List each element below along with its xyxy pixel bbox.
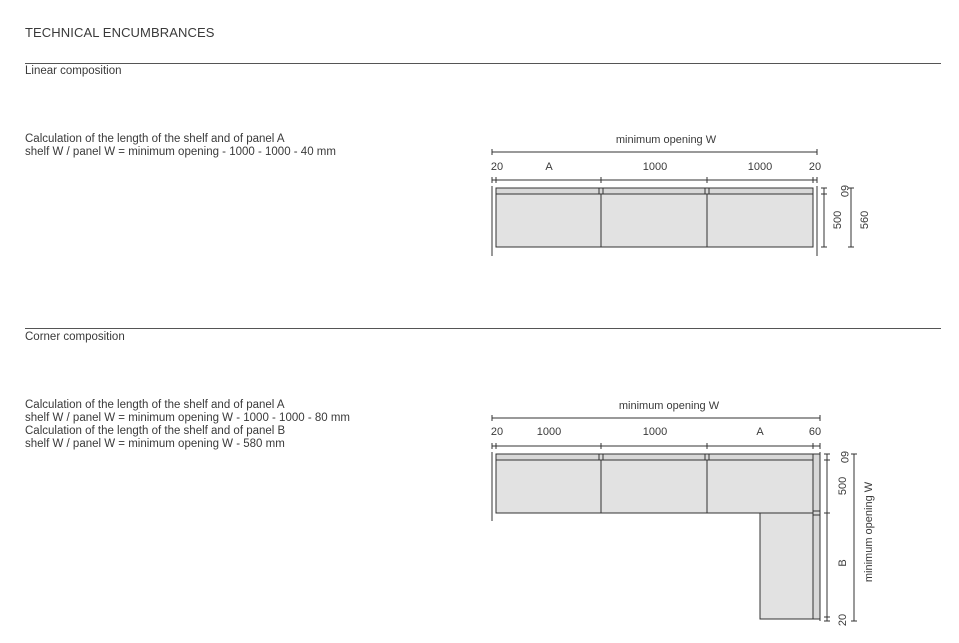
- dim-label-segment: 60: [808, 426, 822, 438]
- calc-line: shelf W / panel W = minimum opening W - 1000 - 1000 - 80 mm: [25, 412, 351, 424]
- panel-a: [496, 194, 601, 247]
- calc-line: shelf W / panel W = minimum opening - 1000 - 1000 - 40 mm: [25, 146, 336, 158]
- section-divider: [25, 63, 941, 64]
- shelf: [496, 188, 813, 194]
- panel-1000: [601, 194, 707, 247]
- dim-label-segment: A: [756, 426, 764, 438]
- calc-text-corner: [25, 399, 350, 451]
- dim-label-vertical: 500: [837, 476, 849, 496]
- calc-line: shelf W / panel W = minimum opening W - 580 mm: [25, 438, 285, 450]
- dim-label-minimum-opening: minimum opening W: [615, 134, 717, 146]
- dim-label-segment: 20: [490, 161, 504, 173]
- corner-composition-drawing: [480, 394, 900, 643]
- calc-line: Calculation of the length of the shelf and of panel A: [25, 133, 285, 145]
- panel-1000: [496, 460, 601, 513]
- dim-label-vertical: 560: [859, 210, 871, 230]
- shelf: [496, 454, 813, 460]
- linear-composition-drawing: [480, 128, 900, 263]
- dim-label-vertical: B: [837, 559, 849, 567]
- dim-label-segment: A: [545, 161, 553, 173]
- calc-line: Calculation of the length of the shelf and of panel A: [25, 399, 285, 411]
- dim-label-vertical: 60: [838, 184, 850, 198]
- panel-a: [707, 460, 813, 513]
- dim-label-segment: 1000: [747, 161, 773, 173]
- dim-label-segment: 1000: [642, 426, 668, 438]
- section-label-linear: Linear composition: [25, 65, 122, 77]
- dim-label-minimum-opening: minimum opening W: [618, 400, 720, 412]
- dim-label-vertical: 500: [832, 210, 844, 230]
- dim-label-segment: 20: [808, 161, 822, 173]
- page-title: TECHNICAL ENCUMBRANCES: [25, 25, 215, 40]
- dim-label-segment: 1000: [536, 426, 562, 438]
- calc-text-linear: [25, 133, 336, 159]
- dim-label-segment: 20: [490, 426, 504, 438]
- panel-1000: [707, 194, 813, 247]
- dim-label-vertical: 60: [838, 450, 850, 464]
- panel-b: [760, 513, 813, 619]
- section-divider: [25, 328, 941, 329]
- section-label-corner: Corner composition: [25, 331, 125, 343]
- panel-1000: [601, 460, 707, 513]
- shelf-return: [813, 454, 820, 619]
- dim-label-minimum-opening-vertical: minimum opening W: [863, 481, 875, 583]
- dim-label-segment: 1000: [642, 161, 668, 173]
- calc-line: Calculation of the length of the shelf and of panel B: [25, 425, 286, 437]
- dim-label-vertical: 20: [837, 613, 849, 627]
